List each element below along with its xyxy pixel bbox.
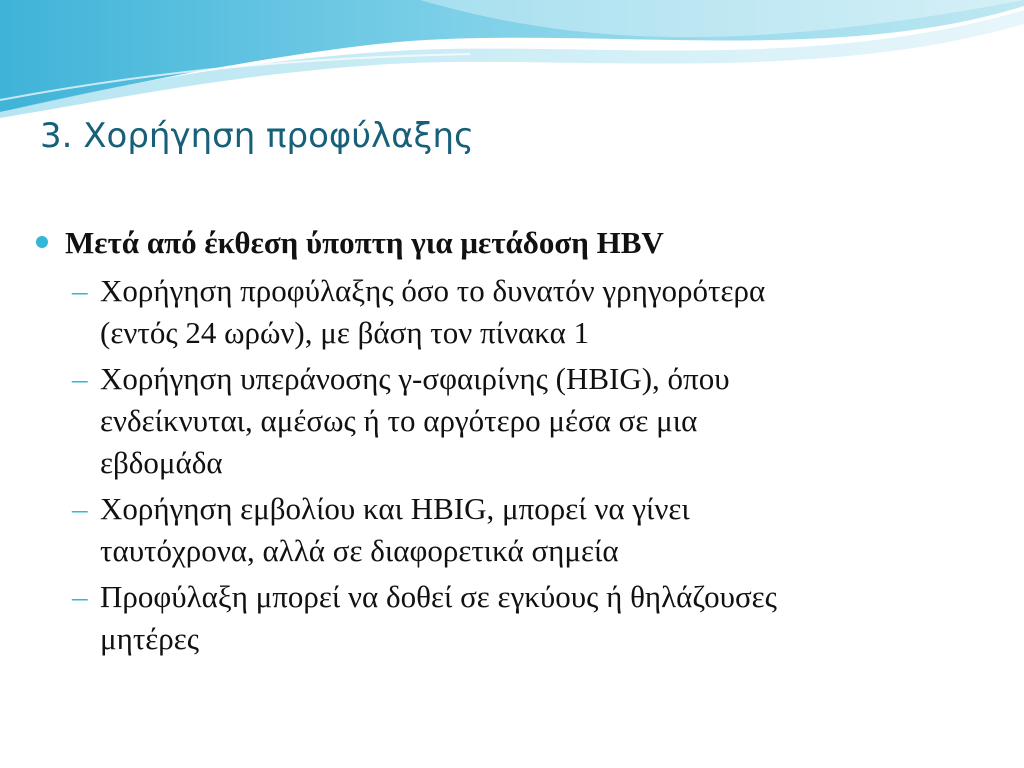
sub-bullet-line: Προφύλαξη μπορεί να δοθεί σε εγκύους ή θηλάζουσες [100,579,777,614]
sub-bullet-line: εβδομάδα [100,445,223,480]
dash-icon: – [72,491,88,526]
sub-bullet-item [72,270,996,354]
sub-bullet-item [72,358,996,484]
sub-bullet-list [36,270,996,660]
sub-bullet-line: Χορήγηση προφύλαξης όσο το δυνατόν γρηγορότερα [100,273,766,308]
sub-bullet-line: μητέρες [100,621,200,656]
sub-bullet-line: ενδείκνυται, αμέσως ή το αργότερο μέσα σε μια [100,403,698,438]
sub-bullet-line: (εντός 24 ωρών), με βάση τον πίνακα 1 [100,315,590,350]
slide-content [36,222,996,664]
dash-icon: – [72,273,88,308]
main-bullet-text: Μετά από έκθεση ύποπτη για μετάδοση HBV [65,225,664,260]
sub-bullet-item [72,488,996,572]
sub-bullet-text [100,576,980,660]
sub-bullet-item [72,576,996,660]
sub-bullet-line: ταυτόχρονα, αλλά σε διαφορετικά σημεία [100,533,619,568]
sub-bullet-text [100,358,980,484]
sub-bullet-text [100,270,980,354]
header-wave-decoration [0,0,1024,120]
sub-bullet-line: Χορήγηση υπεράνοσης γ-σφαιρίνης (HBIG), όπου [100,361,730,396]
bullet-dot-icon [36,236,48,248]
sub-bullet-line: Χορήγηση εμβολίου και HBIG, μπορεί να γίνει [100,491,690,526]
sub-bullet-text [100,488,980,572]
main-bullet [36,222,996,264]
dash-icon: – [72,579,88,614]
dash-icon: – [72,361,88,396]
slide-title: 3. Χορήγηση προφύλαξης [40,116,474,156]
